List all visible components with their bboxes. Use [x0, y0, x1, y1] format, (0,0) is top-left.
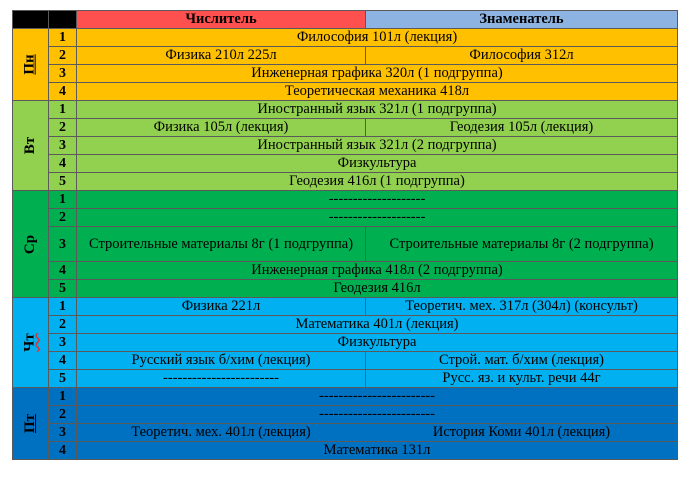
lesson-denominator: Философия 312л — [366, 47, 678, 65]
day-label-thursday: Чт — [13, 298, 49, 388]
schedule-row — [13, 406, 678, 424]
lesson-denominator: Геодезия 105л (лекция) — [366, 119, 678, 137]
day-label-monday: Пн — [13, 29, 49, 101]
lesson-denominator: Строительные материалы 8г (2 подгруппа) — [366, 227, 678, 262]
lesson-number: 5 — [49, 370, 77, 388]
lesson-empty: -------------------- — [77, 191, 678, 209]
lesson-numerator: Теоретич. мех. 401л (лекция) — [77, 424, 366, 442]
lesson-full: Инженерная графика 418л (2 подгруппа) — [77, 262, 678, 280]
lesson-empty: -------------------- — [77, 209, 678, 227]
schedule-row — [13, 209, 678, 227]
lesson-number: 3 — [49, 65, 77, 83]
lesson-numerator: Физика 210л 225л — [77, 47, 366, 65]
lesson-full: Философия 101л (лекция) — [77, 29, 678, 47]
lesson-number: 2 — [49, 316, 77, 334]
lesson-numerator: Русский язык б/хим (лекция) — [77, 352, 366, 370]
schedule-row — [13, 83, 678, 101]
lesson-number: 4 — [49, 442, 77, 460]
schedule-row — [13, 424, 678, 442]
schedule-row — [13, 191, 678, 209]
lesson-number: 2 — [49, 119, 77, 137]
day-label-friday: Пт — [13, 388, 49, 460]
lesson-number: 1 — [49, 388, 77, 406]
lesson-numerator: Физика 221л — [77, 298, 366, 316]
lesson-full: Иностранный язык 321л (1 подгруппа) — [77, 101, 678, 119]
schedule-row — [13, 262, 678, 280]
lesson-number: 5 — [49, 280, 77, 298]
lesson-number: 4 — [49, 155, 77, 173]
lesson-full: Математика 401л (лекция) — [77, 316, 678, 334]
schedule-row — [13, 29, 678, 47]
lesson-empty: ------------------------ — [77, 370, 366, 388]
lesson-number: 3 — [49, 334, 77, 352]
schedule-row — [13, 370, 678, 388]
lesson-number: 2 — [49, 406, 77, 424]
lesson-number: 4 — [49, 262, 77, 280]
schedule-row — [13, 388, 678, 406]
lesson-number: 1 — [49, 101, 77, 119]
header-corner-number — [49, 11, 77, 29]
lesson-number: 3 — [49, 137, 77, 155]
schedule-row — [13, 47, 678, 65]
lesson-full: Иностранный язык 321л (2 подгруппа) — [77, 137, 678, 155]
lesson-number: 1 — [49, 191, 77, 209]
schedule-row — [13, 316, 678, 334]
header-corner-day — [13, 11, 49, 29]
lesson-numerator: Строительные материалы 8г (1 подгруппа) — [77, 227, 366, 262]
lesson-full: Геодезия 416л (1 подгруппа) — [77, 173, 678, 191]
lesson-number: 4 — [49, 83, 77, 101]
lesson-number: 4 — [49, 352, 77, 370]
denominator-header: Знаменатель — [366, 11, 678, 29]
schedule-row — [13, 155, 678, 173]
lesson-number: 1 — [49, 298, 77, 316]
lesson-number: 2 — [49, 47, 77, 65]
day-label-tuesday: Вт — [13, 101, 49, 191]
schedule-row — [13, 352, 678, 370]
lesson-denominator: История Коми 401л (лекция) — [366, 424, 678, 442]
schedule-table — [12, 10, 678, 460]
lesson-denominator: Русс. яз. и культ. речи 44г — [366, 370, 678, 388]
header-row — [13, 11, 678, 29]
lesson-numerator: Физика 105л (лекция) — [77, 119, 366, 137]
lesson-denominator: Строй. мат. б/хим (лекция) — [366, 352, 678, 370]
lesson-full: Теоретическая механика 418л — [77, 83, 678, 101]
schedule-row — [13, 298, 678, 316]
lesson-full: Физкультура — [77, 155, 678, 173]
schedule-row — [13, 280, 678, 298]
day-group-wednesday — [13, 191, 678, 298]
lesson-denominator: Теоретич. мех. 317л (304л) (консульт) — [366, 298, 678, 316]
day-group-thursday — [13, 298, 678, 388]
day-group-friday — [13, 388, 678, 460]
schedule-row — [13, 101, 678, 119]
lesson-full: Инженерная графика 320л (1 подгруппа) — [77, 65, 678, 83]
day-group-tuesday — [13, 101, 678, 191]
schedule-row — [13, 65, 678, 83]
lesson-number: 3 — [49, 424, 77, 442]
day-label-wednesday: Ср — [13, 191, 49, 298]
lesson-full: Геодезия 416л — [77, 280, 678, 298]
day-group-monday — [13, 29, 678, 101]
lesson-number: 5 — [49, 173, 77, 191]
numerator-header: Числитель — [77, 11, 366, 29]
lesson-full: Математика 131л — [77, 442, 678, 460]
lesson-empty: ------------------------ — [77, 406, 678, 424]
schedule-row — [13, 227, 678, 262]
lesson-number: 1 — [49, 29, 77, 47]
schedule-row — [13, 442, 678, 460]
lesson-number: 2 — [49, 209, 77, 227]
lesson-full: Физкультура — [77, 334, 678, 352]
schedule-row — [13, 119, 678, 137]
schedule-row — [13, 334, 678, 352]
schedule-row — [13, 137, 678, 155]
schedule-row — [13, 173, 678, 191]
lesson-number: 3 — [49, 227, 77, 262]
lesson-empty: ------------------------ — [77, 388, 678, 406]
